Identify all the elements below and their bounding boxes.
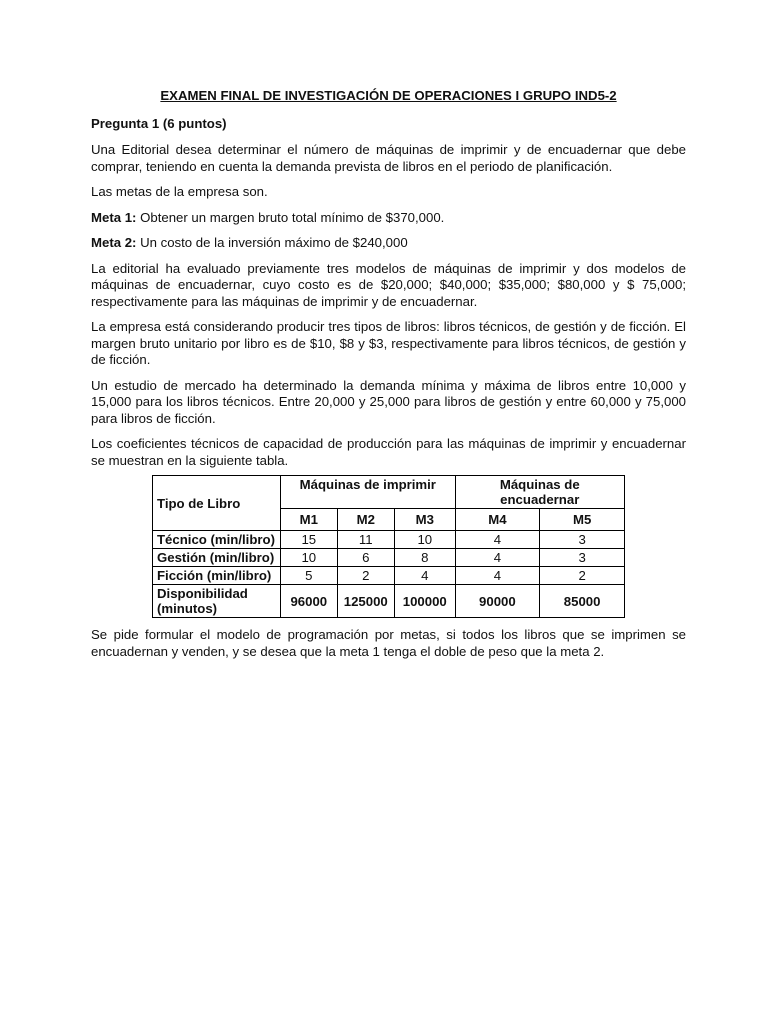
- table-cell: 11: [337, 531, 394, 549]
- intro-paragraph: Una Editorial desea determinar el número de máquinas de imprimir y de encuadernar que debe comprar, teniendo en cuenta la demanda prevista de libros en el periodo de planificación.: [91, 142, 686, 174]
- binding-machines-header: Máquinas de encuadernar: [455, 476, 624, 509]
- question-heading: Pregunta 1 (6 puntos): [91, 115, 227, 131]
- table-row: [153, 549, 625, 567]
- machine-header: M5: [540, 509, 625, 531]
- goal-1-text: Obtener un margen bruto total mínimo de $370,000.: [136, 209, 445, 225]
- machines-paragraph: La editorial ha evaluado previamente tres modelos de máquinas de imprimir y dos modelos de máquinas de encuadernar, cuyo costo es de $20,000; $40,000; $35,000; $80,000 y $ 75,000; respectivamente para las máquinas de imprimir y de encuadernar.: [91, 260, 686, 309]
- capacity-table: [152, 475, 625, 618]
- table-cell: 2: [337, 567, 394, 585]
- goal-2-text: Un costo de la inversión máximo de $240,000: [136, 235, 408, 250]
- demand-paragraph: Un estudio de mercado ha determinado la demanda mínima y máxima de libros entre 10,000 y 15,000 para los libros técnicos. Entre 20,000 y 25,000 para libros de gestión y entre 60,000 y 75,000 para libros de ficción.: [91, 377, 686, 426]
- table-row: [153, 531, 625, 549]
- goal-2-label: Meta 2:: [91, 235, 137, 250]
- closing-paragraph: Se pide formular el modelo de programación por metas, si todos los libros que se imprimen se encuadernan y venden, y se desea que la meta 1 tenga el doble de peso que la meta 2.: [91, 627, 686, 659]
- table-header-row: [153, 476, 625, 509]
- goal-1-label: Meta 1:: [91, 209, 137, 225]
- table-cell: 6: [337, 549, 394, 567]
- table-cell: 10: [281, 549, 337, 567]
- coefficients-paragraph: Los coeficientes técnicos de capacidad de producción para las máquinas de imprimir y encuadernar se muestran en la siguiente tabla.: [91, 436, 686, 468]
- table-cell: 2: [540, 567, 625, 585]
- table-cell: 3: [540, 531, 625, 549]
- goals-intro: Las metas de la empresa son.: [91, 184, 268, 199]
- table-cell: 4: [455, 549, 540, 567]
- row-label: Técnico (min/libro): [153, 531, 281, 549]
- table-cell: 10: [395, 531, 456, 549]
- table-cell: 4: [455, 567, 540, 585]
- table-cell: 15: [281, 531, 337, 549]
- availability-row: [153, 585, 625, 618]
- availability-cell: 125000: [337, 585, 394, 618]
- machine-header: M2: [337, 509, 394, 531]
- availability-cell: 85000: [540, 585, 625, 618]
- table-row: [153, 567, 625, 585]
- table-cell: 4: [455, 531, 540, 549]
- books-paragraph: La empresa está considerando producir tres tipos de libros: libros técnicos, de gestión y de ficción. El margen bruto unitario por libro es de $10, $8 y $3, respectivamente para libros técnicos, de gestión y de ficción.: [91, 319, 686, 367]
- availability-cell: 100000: [395, 585, 456, 618]
- row-label: Ficción (min/libro): [153, 567, 281, 585]
- table-cell: 8: [395, 549, 456, 567]
- availability-label: [153, 585, 281, 618]
- availability-label-line2: (minutos): [157, 601, 218, 616]
- exam-page: [91, 88, 686, 669]
- machine-header: M4: [455, 509, 540, 531]
- goal-1: [91, 210, 686, 227]
- table-cell: 4: [395, 567, 456, 585]
- availability-cell: 90000: [455, 585, 540, 618]
- machine-header: M3: [395, 509, 456, 531]
- table-cell: 3: [540, 549, 625, 567]
- table-cell: 5: [281, 567, 337, 585]
- goal-2: [91, 235, 686, 252]
- availability-label-line1: Disponibilidad: [157, 586, 248, 601]
- printing-machines-header: Máquinas de imprimir: [281, 476, 455, 509]
- exam-title: EXAMEN FINAL DE INVESTIGACIÓN DE OPERACIONES I GRUPO IND5-2: [160, 88, 617, 103]
- book-type-header: Tipo de Libro: [153, 476, 281, 531]
- row-label: Gestión (min/libro): [153, 549, 281, 567]
- machine-header: M1: [281, 509, 337, 531]
- availability-cell: 96000: [281, 585, 337, 618]
